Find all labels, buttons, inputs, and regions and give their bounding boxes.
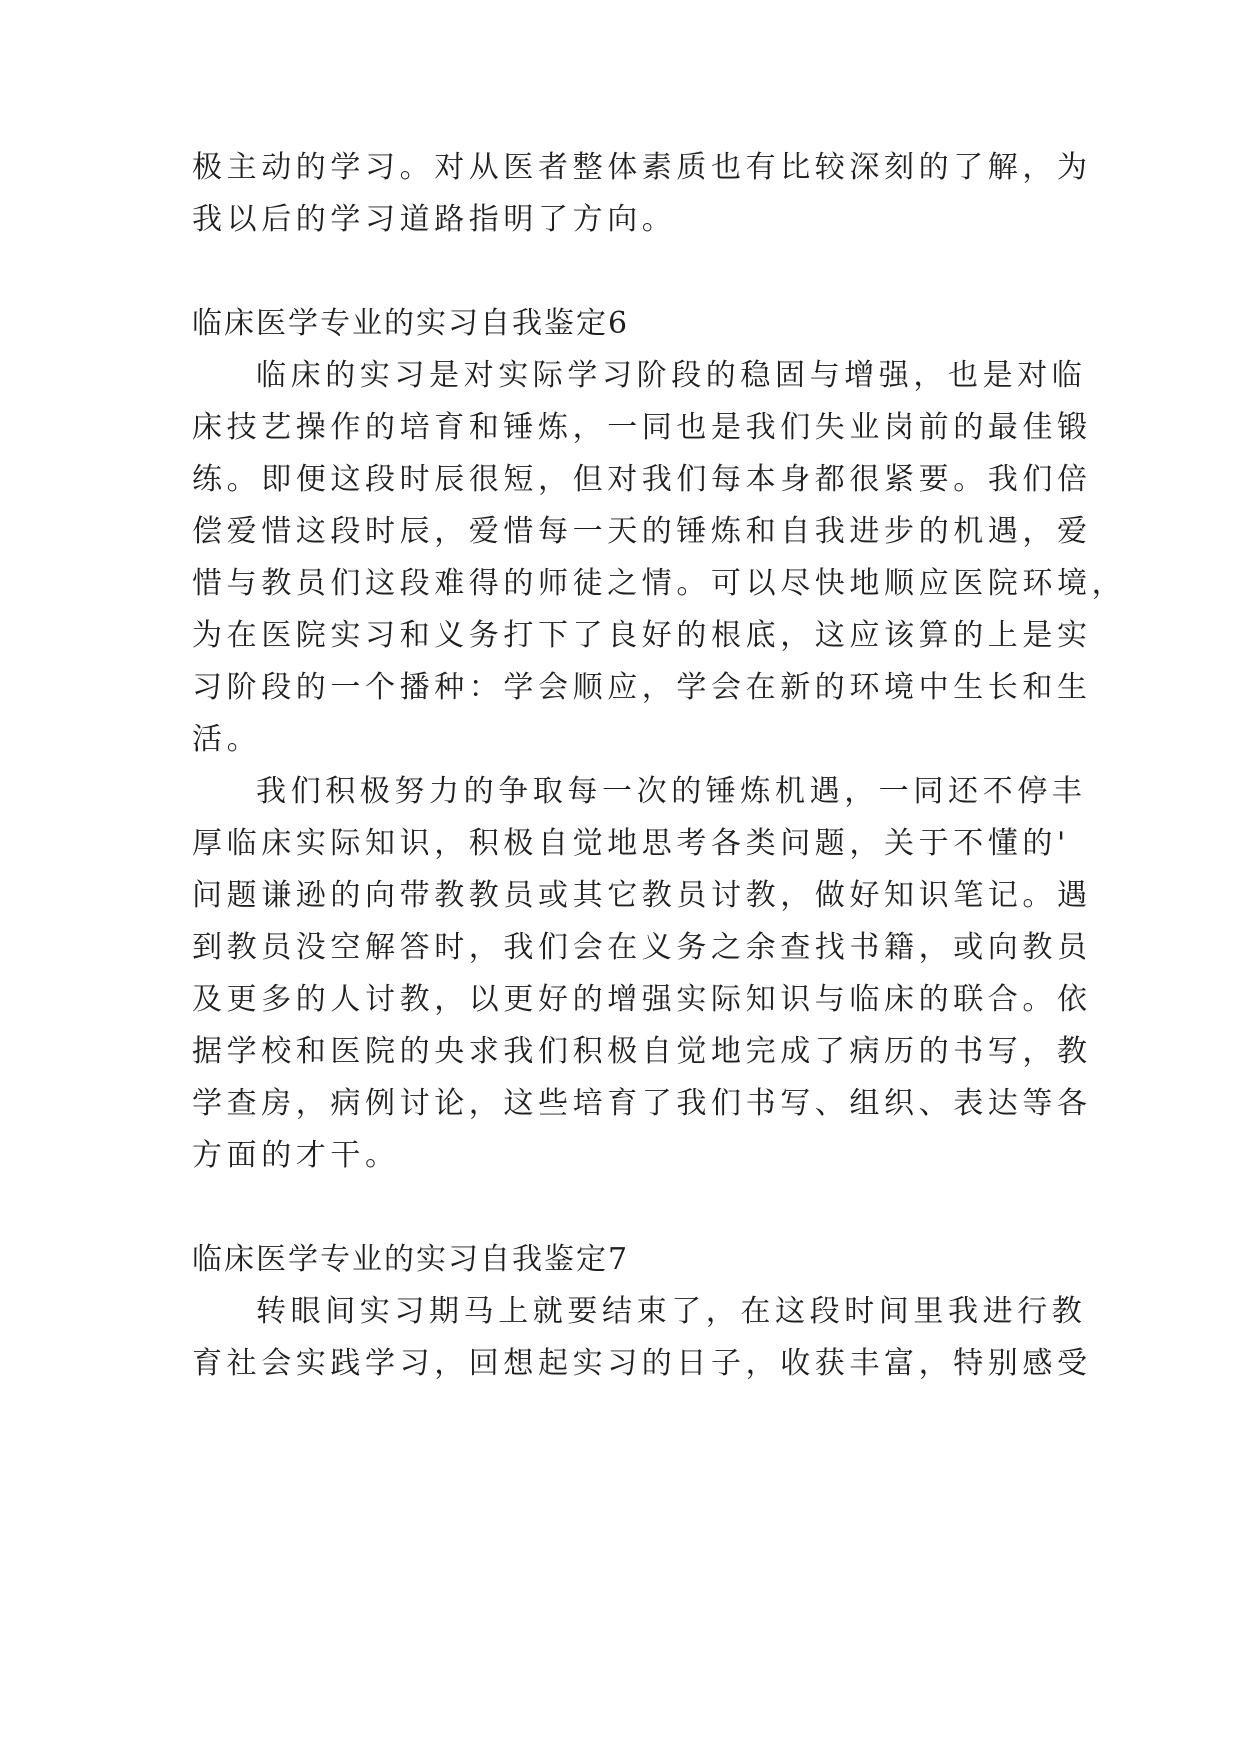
- body-text-line: 极主动的学习。对从医者整体素质也有比较深刻的了解，为: [192, 150, 1092, 185]
- body-text-line: 床技艺操作的培育和锤炼，一同也是我们失业岗前的最佳锻: [192, 410, 1092, 445]
- body-text-line: 活。: [192, 722, 262, 757]
- body-text-line: 方面的才干。: [192, 1138, 400, 1173]
- body-text-line: 转眼间实习期马上就要结束了，在这段时间里我进行教: [256, 1294, 1087, 1329]
- body-text-line: 我以后的学习道路指明了方向。: [192, 202, 677, 237]
- body-text-line: 学查房，病例讨论，这些培育了我们书写、组织、表达等各: [192, 1086, 1092, 1121]
- body-text-line: 及更多的人讨教，以更好的增强实际知识与临床的联合。依: [192, 982, 1092, 1017]
- body-text-line: 惜与教员们这段难得的师徒之情。可以尽快地顺应医院环境，: [192, 566, 1127, 601]
- section-heading: 临床医学专业的实习自我鉴定7: [192, 1242, 630, 1277]
- body-text-line: 据学校和医院的央求我们积极自觉地完成了病历的书写，教: [192, 1034, 1092, 1069]
- body-text-line: 为在医院实习和义务打下了良好的根底，这应该算的上是实: [192, 618, 1092, 653]
- body-text-line: 到教员没空解答时，我们会在义务之余查找书籍，或向教员: [192, 930, 1092, 965]
- body-text-line: 问题谦逊的向带教教员或其它教员讨教，做好知识笔记。遇: [192, 878, 1092, 913]
- body-text-line: 厚临床实际知识，积极自觉地思考各类问题，关于不懂的': [192, 826, 1070, 861]
- section-heading: 临床医学专业的实习自我鉴定6: [192, 306, 630, 341]
- body-text-line: 临床的实习是对实际学习阶段的稳固与增强，也是对临: [256, 358, 1087, 393]
- body-text-line: 育社会实践学习，回想起实习的日子，收获丰富，特别感受: [192, 1346, 1092, 1381]
- body-text-line: 我们积极努力的争取每一次的锤炼机遇，一同还不停丰: [256, 774, 1087, 809]
- body-text-line: 习阶段的一个播种：学会顺应，学会在新的环境中生长和生: [192, 670, 1092, 705]
- body-text-line: 练。即便这段时辰很短，但对我们每本身都很紧要。我们倍: [192, 462, 1092, 497]
- body-text-line: 偿爱惜这段时辰，爱惜每一天的锤炼和自我进步的机遇，爱: [192, 514, 1092, 549]
